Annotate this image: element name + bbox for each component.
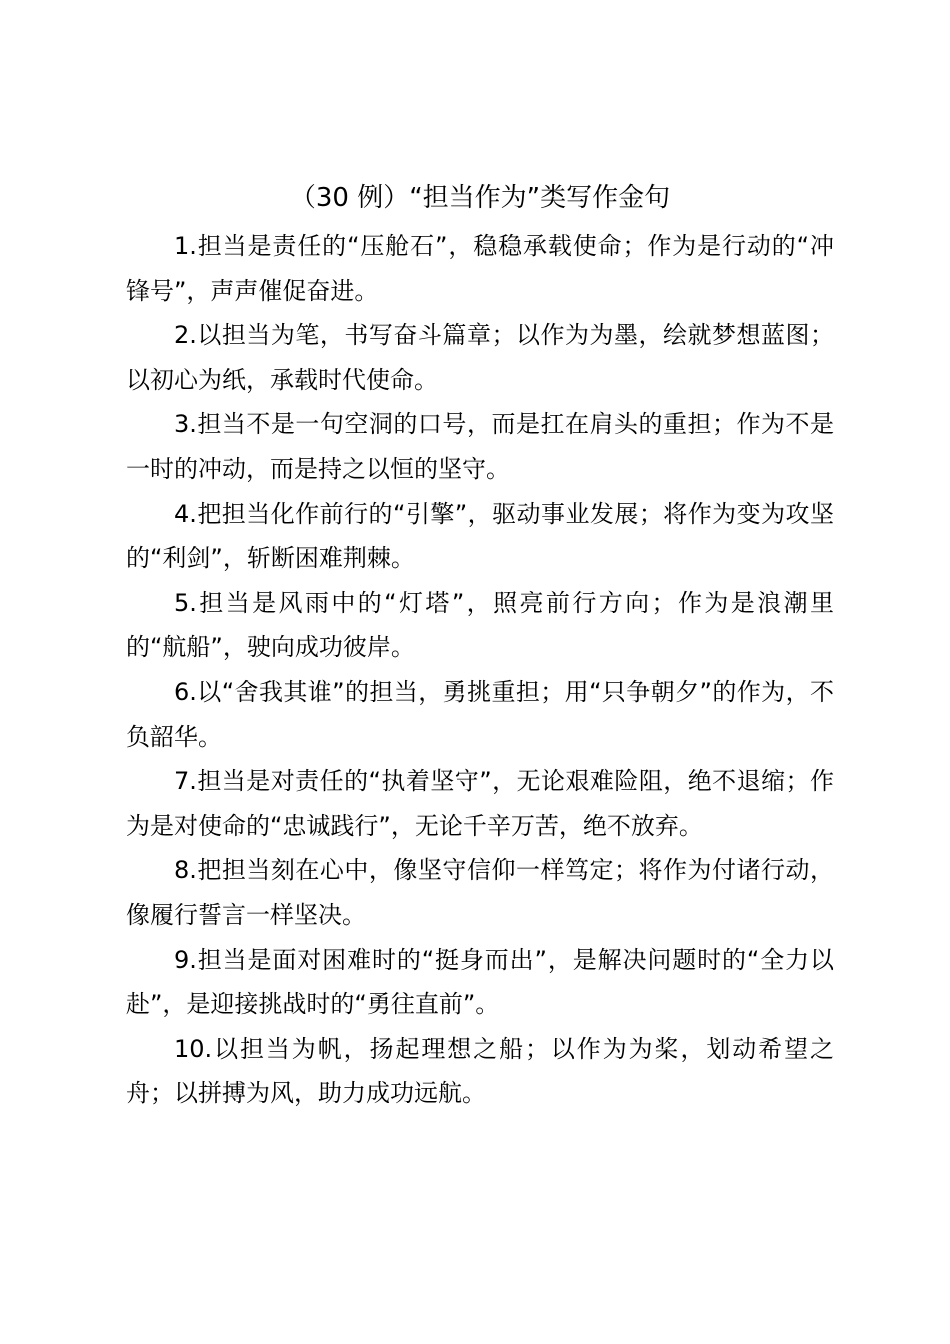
document-page — [126, 172, 834, 1116]
quote-item-9: 9.担当是面对困难时的“挺身而出”，是解决问题时的“全力以赴”，是迎接挑战时的“勇往直前”。 — [126, 945, 834, 1019]
quote-item-8: 8.把担当刻在心中，像坚守信仰一样笃定；将作为付诸行动，像履行誓言一样坚决。 — [126, 856, 834, 929]
quote-item-2: 2.以担当为笔，书写奋斗篇章；以作为为墨，绘就梦想蓝图；以初心为纸，承载时代使命。 — [126, 321, 834, 394]
quote-item-5: 5.担当是风雨中的“灯塔”，照亮前行方向；作为是浪潮里的“航船”，驶向成功彼岸。 — [126, 588, 834, 662]
quote-item-7: 7.担当是对责任的“执着坚守”，无论艰难险阻，绝不退缩；作为是对使命的“忠诚践行”，无论千辛万苦，绝不放弃。 — [126, 767, 834, 840]
quote-item-1: 1.担当是责任的“压舱石”，稳稳承载使命；作为是行动的“冲锋号”，声声催促奋进。 — [126, 232, 834, 305]
quote-item-4: 4.把担当化作前行的“引擎”，驱动事业发展；将作为变为攻坚的“利剑”，斩断困难荆棘。 — [126, 499, 834, 573]
quote-item-3: 3.担当不是一句空洞的口号，而是扛在肩头的重担；作为不是一时的冲动，而是持之以恒的坚守。 — [126, 410, 834, 483]
quote-item-10: 10.以担当为帆，扬起理想之船；以作为为桨，划动希望之舟；以拼搏为风，助力成功远航。 — [126, 1034, 834, 1108]
quote-item-6: 6.以“舍我其谁”的担当，勇挑重担；用“只争朝夕”的作为，不负韶华。 — [126, 677, 834, 751]
document-title: （30 例）“担当作为”类写作金句 — [289, 183, 671, 213]
